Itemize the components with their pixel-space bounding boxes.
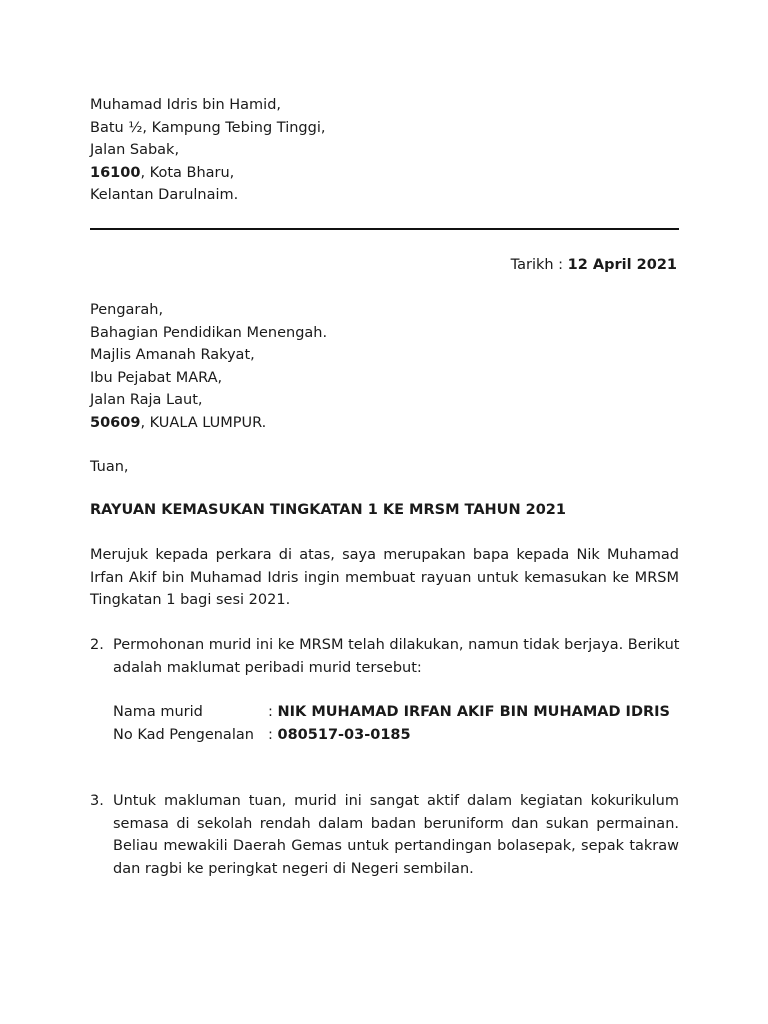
name-separator: : xyxy=(268,704,278,720)
date-label: Tarikh : xyxy=(510,257,568,273)
letter-subject: RAYUAN KEMASUKAN TINGKATAN 1 KE MRSM TAHUN 2021 xyxy=(90,502,566,518)
item-text-line: Permohonan murid ini ke MRSM telah dilakukan, namun tidak berjaya. Berikut xyxy=(113,637,680,653)
header-divider xyxy=(90,228,679,230)
ic-value: 080517-03-0185 xyxy=(277,727,411,743)
recipient-address xyxy=(90,299,678,434)
sender-address-line: Batu ½, Kampung Tebing Tinggi, xyxy=(90,119,326,136)
name-label: Nama murid xyxy=(113,704,203,720)
recipient-line: Bahagian Pendidikan Menengah. xyxy=(90,324,328,341)
recipient-line: Pengarah, xyxy=(90,302,164,318)
item-number: 2. xyxy=(90,637,104,653)
sender-state: Kelantan Darulnaim. xyxy=(90,187,239,203)
detail-row-name xyxy=(113,701,679,724)
recipient-line: Majlis Amanah Rakyat, xyxy=(90,347,255,363)
item-text-line: adalah maklumat peribadi murid tersebut: xyxy=(113,659,422,676)
paragraph-intro: Merujuk kepada perkara di atas, saya merupakan bapa kepada Nik Muhamad Irfan Akif bin Muhamad Idris ingin membuat rayuan untuk kemasukan ke MRSM Tingkatan 1 bagi sesi 2021. xyxy=(90,547,679,608)
sender-city: , Kota Bharu, xyxy=(140,164,235,181)
recipient-line: Ibu Pejabat MARA, xyxy=(90,369,223,386)
sender-name: Muhamad Idris bin Hamid, xyxy=(90,97,282,113)
recipient-postcode: 50609 xyxy=(90,414,141,431)
sender-address xyxy=(90,94,678,207)
letter-date xyxy=(511,254,677,277)
student-details xyxy=(113,701,679,747)
sender-postcode: 16100 xyxy=(90,164,141,181)
item-text: Untuk makluman tuan, murid ini sangat aktif dalam kegiatan kokurikulum semasa di sekolah rendah dalam badan beruniform dan sukan permainan. Beliau mewakili Daerah Gemas untuk pertandingan bolasepak, sepak takraw dan ragbi ke peringkat negeri di Negeri sembilan. xyxy=(113,793,679,877)
ic-separator: : xyxy=(268,727,278,743)
item-body xyxy=(113,634,679,679)
date-value: 12 April 2021 xyxy=(567,257,677,273)
name-field xyxy=(268,701,670,724)
ic-field xyxy=(268,724,411,747)
sender-postcode-city xyxy=(90,162,678,185)
name-value: NIK MUHAMAD IRFAN AKIF BIN MUHAMAD IDRIS xyxy=(277,704,670,720)
detail-row-ic xyxy=(113,724,679,747)
recipient-city: , KUALA LUMPUR. xyxy=(140,414,267,431)
item-number: 3. xyxy=(90,793,104,809)
sender-address-line: Jalan Sabak, xyxy=(90,142,180,158)
ic-label: No Kad Pengenalan xyxy=(113,727,254,743)
salutation: Tuan, xyxy=(90,459,129,475)
recipient-line: Jalan Raja Laut, xyxy=(90,392,203,408)
recipient-postcode-city xyxy=(90,412,678,435)
